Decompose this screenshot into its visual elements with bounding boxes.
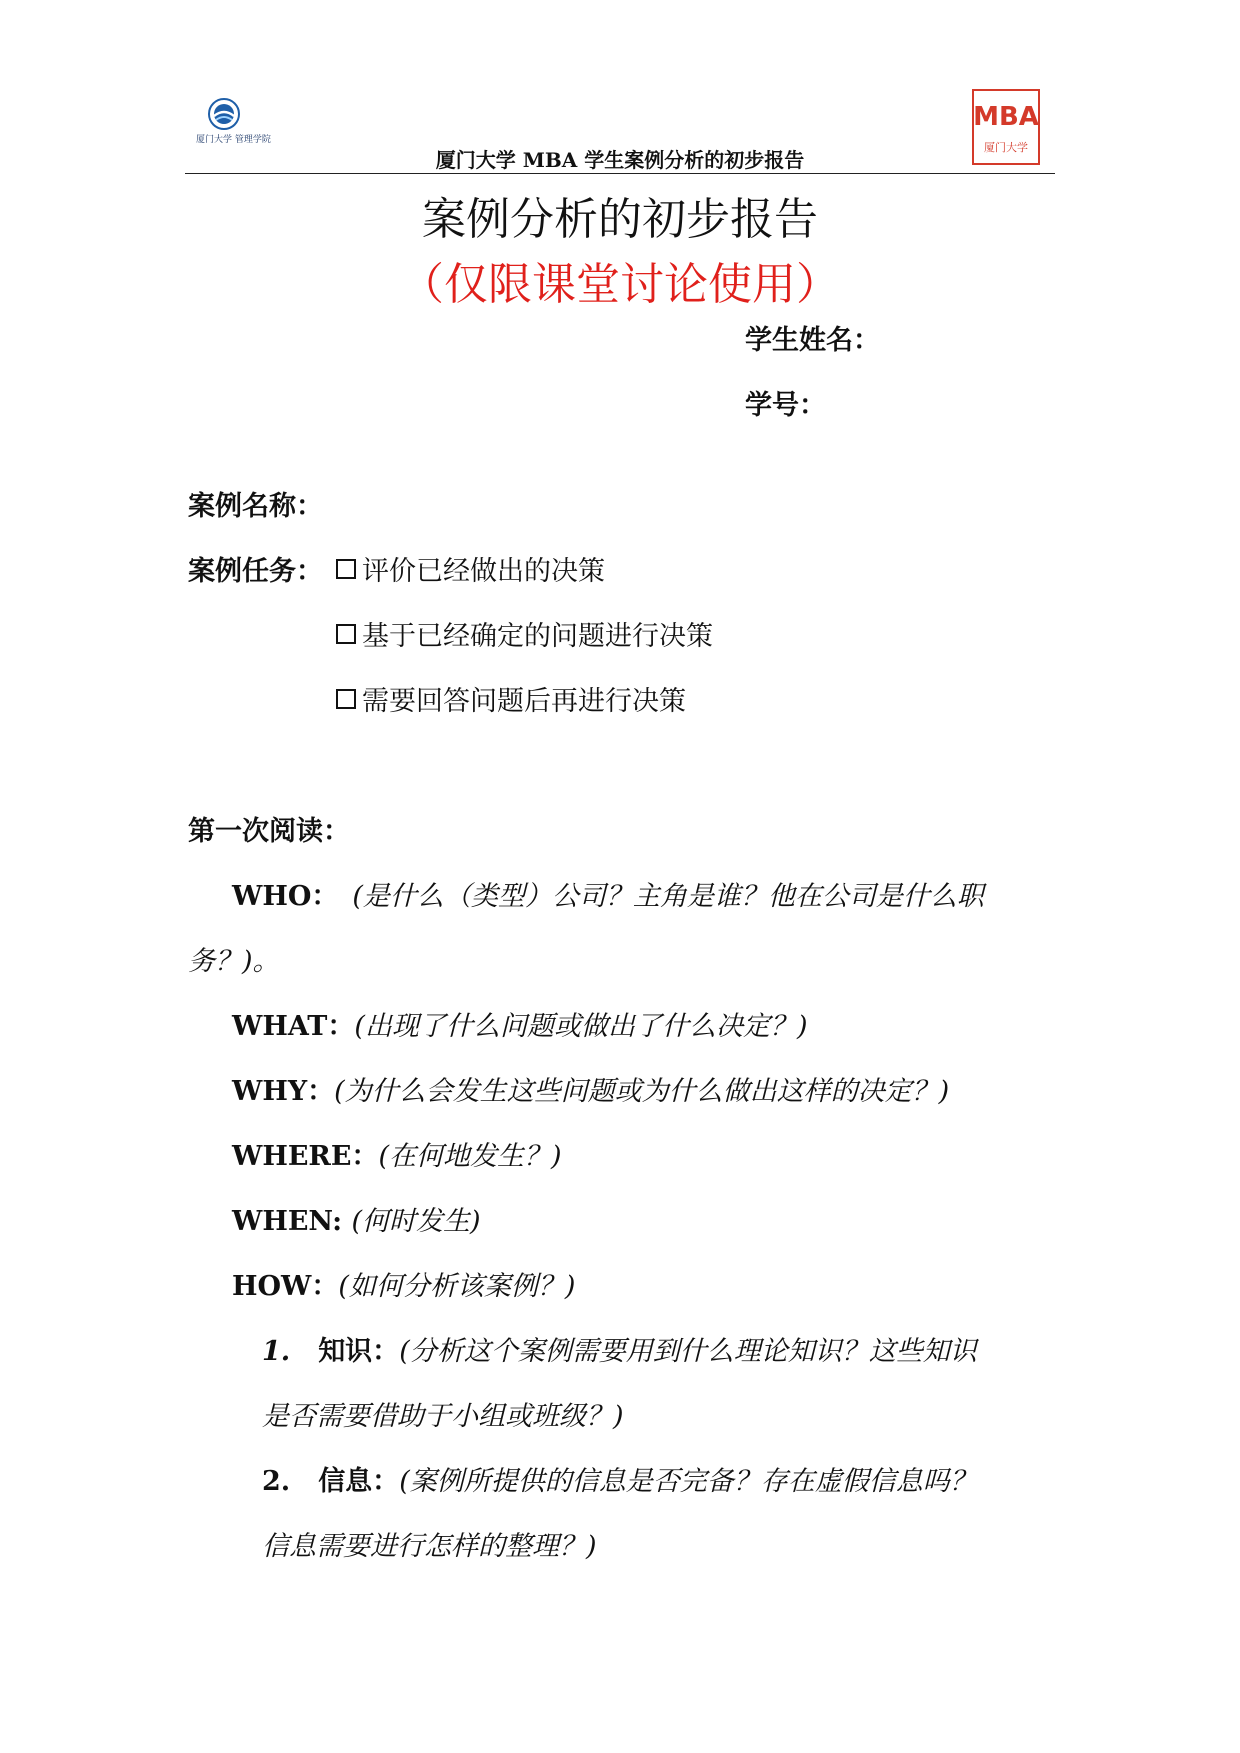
case-task-option[interactable]: 需要回答问题后再进行决策	[336, 679, 686, 718]
information-item: 2. 信息：(案例所提供的信息是否完备？存在虚假信息吗？	[262, 1466, 977, 1497]
case-task-option[interactable]: 评价已经做出的决策	[336, 549, 605, 588]
checkbox[interactable]	[336, 559, 356, 579]
where-line: WHERE：(在何地发生？)	[232, 1141, 562, 1172]
page-title: 案例分析的初步报告	[422, 194, 818, 245]
student-name-label: 学生姓名：	[745, 325, 880, 356]
who-line: WHO： (是什么（类型）公司？主角是谁？他在公司是什么职	[232, 881, 984, 912]
who-line-continued: 务？)。	[188, 946, 280, 977]
information-item-continued: 信息需要进行怎样的整理？)	[262, 1531, 597, 1562]
first-reading-label: 第一次阅读：	[188, 816, 350, 847]
header-title: 厦门大学 MBA 学生案例分析的初步报告	[435, 148, 805, 172]
why-line: WHY：(为什么会发生这些问题或为什么做出这样的决定？)	[232, 1076, 950, 1107]
page-subtitle: （仅限课堂讨论使用）	[400, 259, 840, 310]
checkbox[interactable]	[336, 624, 356, 644]
svg-text:MBA: MBA	[973, 102, 1039, 132]
what-line: WHAT：(出现了什么问题或做出了什么决定？)	[232, 1011, 808, 1042]
svg-text:厦门大学: 厦门大学	[984, 141, 1028, 154]
header-divider	[185, 173, 1055, 174]
case-task-label: 案例任务：	[188, 556, 323, 587]
case-name-label: 案例名称：	[188, 491, 323, 522]
checkbox[interactable]	[336, 689, 356, 709]
knowledge-item-continued: 是否需要借助于小组或班级？)	[262, 1401, 624, 1432]
xmu-logo-text: 厦门大学 管理学院	[196, 135, 271, 145]
student-id-label: 学号：	[745, 390, 826, 421]
how-line: HOW：(如何分析该案例？)	[232, 1271, 576, 1302]
knowledge-item: 1. 知识：(分析这个案例需要用到什么理论知识？这些知识	[262, 1336, 977, 1367]
case-task-option[interactable]: 基于已经确定的问题进行决策	[336, 614, 713, 653]
when-line: WHEN: (何时发生)	[232, 1206, 481, 1237]
